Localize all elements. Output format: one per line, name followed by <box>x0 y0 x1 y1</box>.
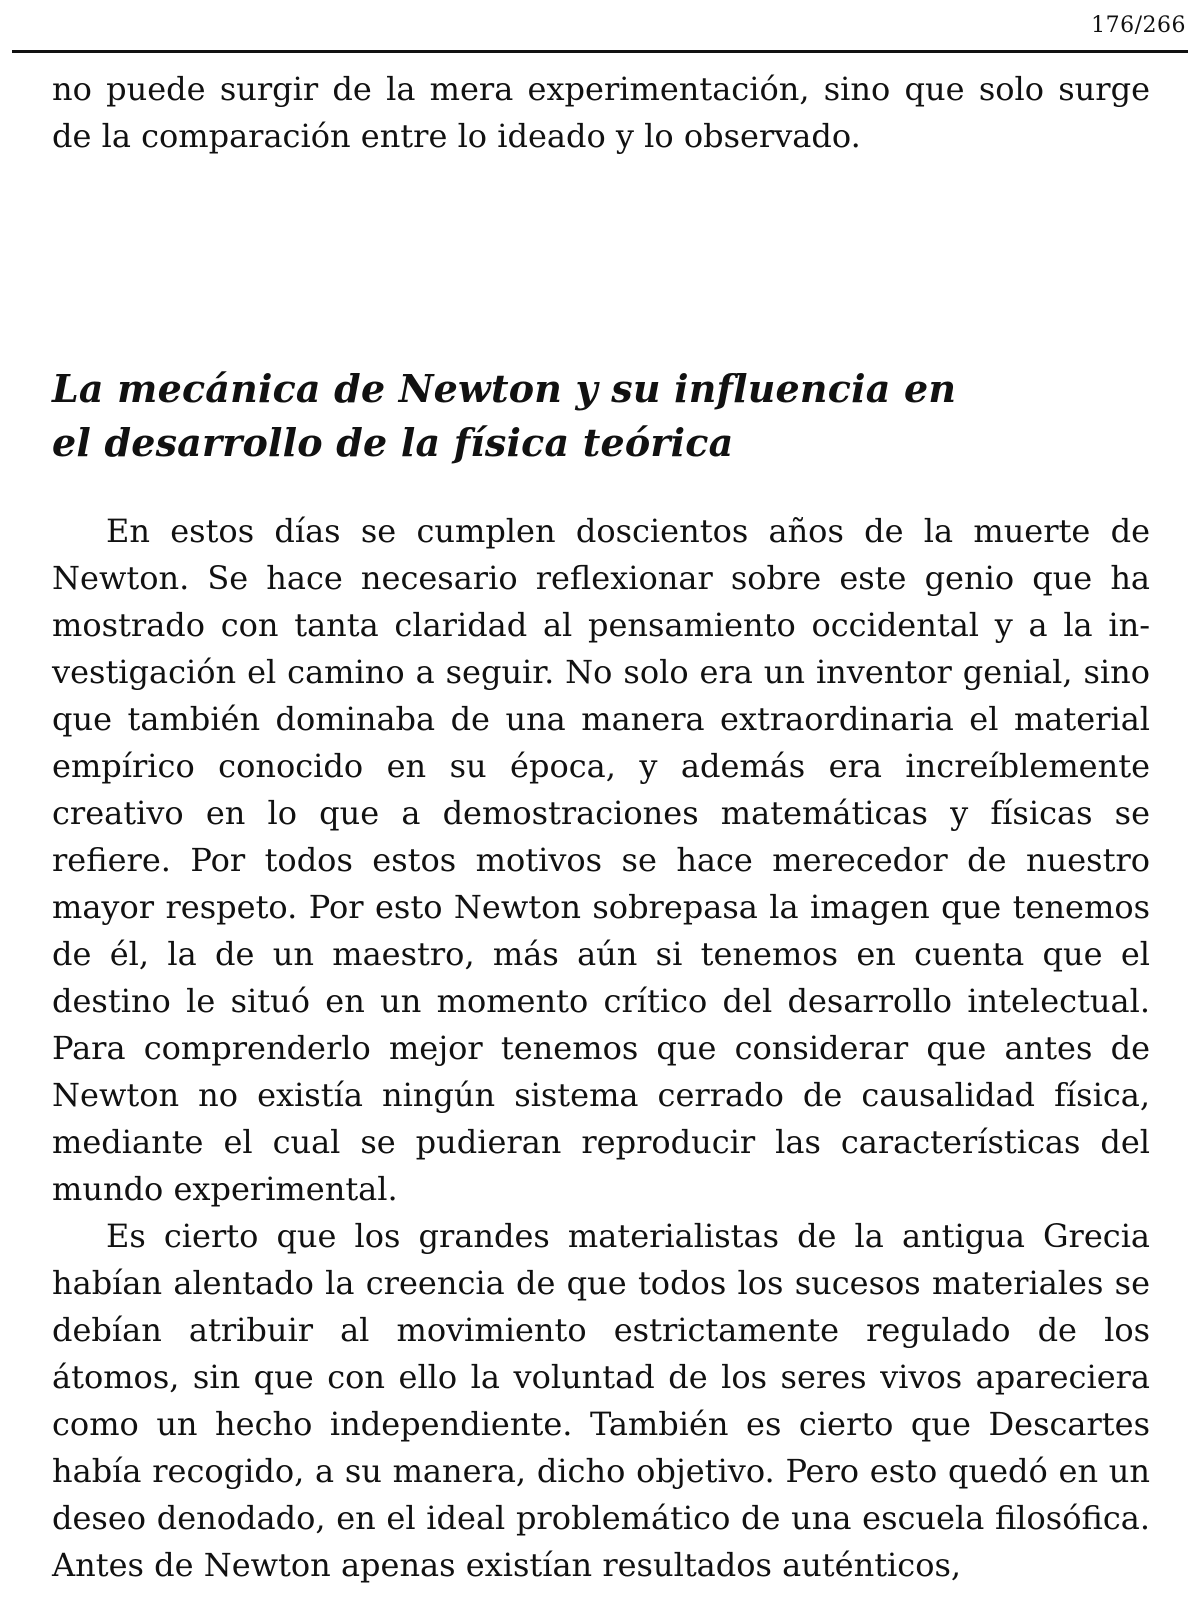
body-paragraph-1: En estos días se cumplen doscientos años de la muerte de Newton. Se hace necesario reflexionar sobre este genio que ha mostrado con tanta claridad al pensamiento occidental y a la investigación el camino a seguir. No solo era un inventor genial, sino que también dominaba de una manera extraordinaria el material empírico conocido en su época, y además era increíblemente creativo en lo que a demostraciones matemáticas y físicas se refiere. Por todos estos motivos se hace merecedor de nuestro mayor respeto. Por esto Newton sobrepasa la imagen que tenemos de él, la de un maestro, más aún si tenemos en cuenta que el destino le situó en un momento crítico del desarrollo intelectual. Para comprenderlo mejor tenemos que considerar que antes de Newton no existía ningún sistema cerrado de causalidad física, mediante el cual se pudieran reproducir las características del mundo experimental. <box>52 512 1150 1208</box>
page-number: 176/266 <box>1091 13 1186 38</box>
page-content <box>52 66 1150 1589</box>
page-header <box>12 0 1188 53</box>
chapter-title <box>52 362 1052 470</box>
chapter-title-line-1: La mecánica de Newton y su influencia en <box>52 366 957 411</box>
opening-paragraph: no puede surgir de la mera experimentación, sino que solo surge de la comparación entre lo ideado y lo observado. <box>52 70 1150 155</box>
chapter-title-line-2: el desarrollo de la física teórica <box>52 420 734 465</box>
body-paragraph-2: Es cierto que los grandes materialistas de la antigua Grecia habían alentado la creencia de que todos los sucesos materiales se debían atribuir al movimiento estrictamente regulado de los átomos, sin que con ello la voluntad de los seres vivos apareciera como un hecho independiente. También es cierto que Descartes había recogido, a su manera, dicho objetivo. Pero esto quedó en un deseo denodado, en el ideal problemático de una escuela filosófica. Antes de Newton apenas existían resultados auténticos, <box>52 1217 1150 1584</box>
